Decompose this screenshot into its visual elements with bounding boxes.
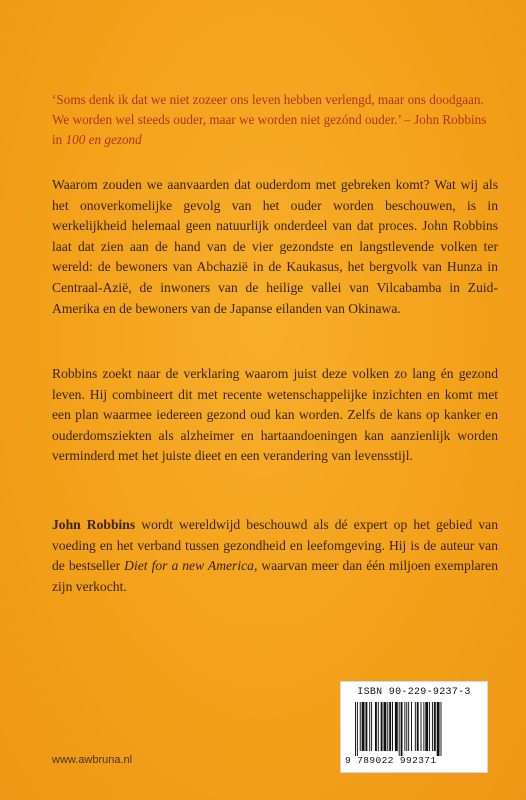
barcode-bar	[381, 702, 383, 751]
author-bio-paragraph	[52, 515, 498, 597]
description-paragraph-2: Robbins zoekt naar de verklaring waarom juist deze volken zo lang én gezond leven. Hij combineert dit met recente wetenschappelijke inzichten en komt met een plan waarmee iedereen gezond oud kan worden. Zelfs de kans op kanker en ouderdomsziekten als alzheimer en hartaandoeningen kan aanzienlijk worden verminderd met het juiste dieet en een verandering van levensstijl.	[52, 366, 498, 464]
barcode-bar	[408, 702, 409, 751]
isbn-label: ISBN 90-229-9237-3	[357, 687, 471, 698]
barcode-bar	[375, 702, 377, 751]
barcode-bar	[355, 702, 356, 756]
barcode-bar	[369, 702, 370, 751]
barcode-bar	[406, 702, 407, 751]
barcode-bar	[362, 702, 365, 751]
quote-block	[52, 90, 492, 150]
barcode-bar	[395, 702, 398, 751]
barcode-bar	[429, 702, 430, 751]
author-bio-text-1: wordt wereldwijd beschouwd als dé expert op het gebied van voeding en het verband tussen gezondheid en leefomgeving. Hij is de auteur van de bestseller	[52, 517, 499, 574]
barcode-bar	[392, 702, 393, 751]
barcode-bar	[411, 702, 412, 751]
barcode-bar	[399, 702, 400, 756]
description-paragraph-1: Waarom zouden we aanvaarden dat ouderdom met gebreken komt? Wat wij als het onoverkomelijke gevolg van het ouder worden beschouwen, is in werkelijkheid helemaal geen natuurlijk onderdeel van dat proces. John Robbins laat dat zien aan de hand van de vier gezondste en langstlevende volken ter wereld: de bewoners van Abchazië in de Kaukasus, het bergvolk van Hunza in Centraal-Azië, de inwoners van de heilige vallei van Vilcabamba in Zuid-Amerika en de bewoners van de Japanse eilanden van Okinawa.	[52, 177, 498, 316]
barcode-digits: 9 789022 992371	[345, 755, 437, 766]
barcode-bar	[417, 702, 419, 751]
barcode-bar	[389, 702, 391, 751]
barcode-bar	[357, 702, 358, 756]
barcode-bar	[404, 702, 405, 751]
publisher-url[interactable]: www.awbruna.nl	[52, 754, 133, 766]
barcode-box	[340, 681, 488, 773]
barcode-bars	[355, 702, 475, 756]
barcode-bar	[384, 702, 387, 751]
barcode-bar	[423, 702, 424, 751]
barcode-bar	[434, 702, 436, 751]
barcode-bar	[441, 702, 442, 756]
barcode-bar	[360, 702, 361, 751]
barcode-bar	[437, 702, 440, 756]
barcode-bar	[421, 702, 422, 751]
barcode-bar	[387, 702, 388, 751]
barcode-bar	[365, 702, 367, 751]
author-bio-text-2: , waarvan meer dan één miljoen exemplaren zijn verkocht.	[52, 558, 498, 594]
author-name: John Robbins	[52, 517, 136, 532]
quote-book-title: 100 en gezond	[65, 132, 142, 147]
bestseller-title: Diet for a new America	[124, 558, 254, 574]
barcode-bar	[415, 702, 416, 751]
barcode-bar	[378, 702, 379, 751]
barcode-bar	[401, 702, 403, 756]
barcode-bar	[425, 702, 428, 751]
barcode-bar	[371, 702, 372, 751]
quote-text: ‘Soms denk ik dat we niet zozeer ons leven hebben verlengd, maar ons doodgaan. We worden wel steeds ouder, maar we worden niet gezónd ouder.’ – John Robbins in	[52, 92, 487, 147]
barcode-bar	[432, 702, 433, 751]
